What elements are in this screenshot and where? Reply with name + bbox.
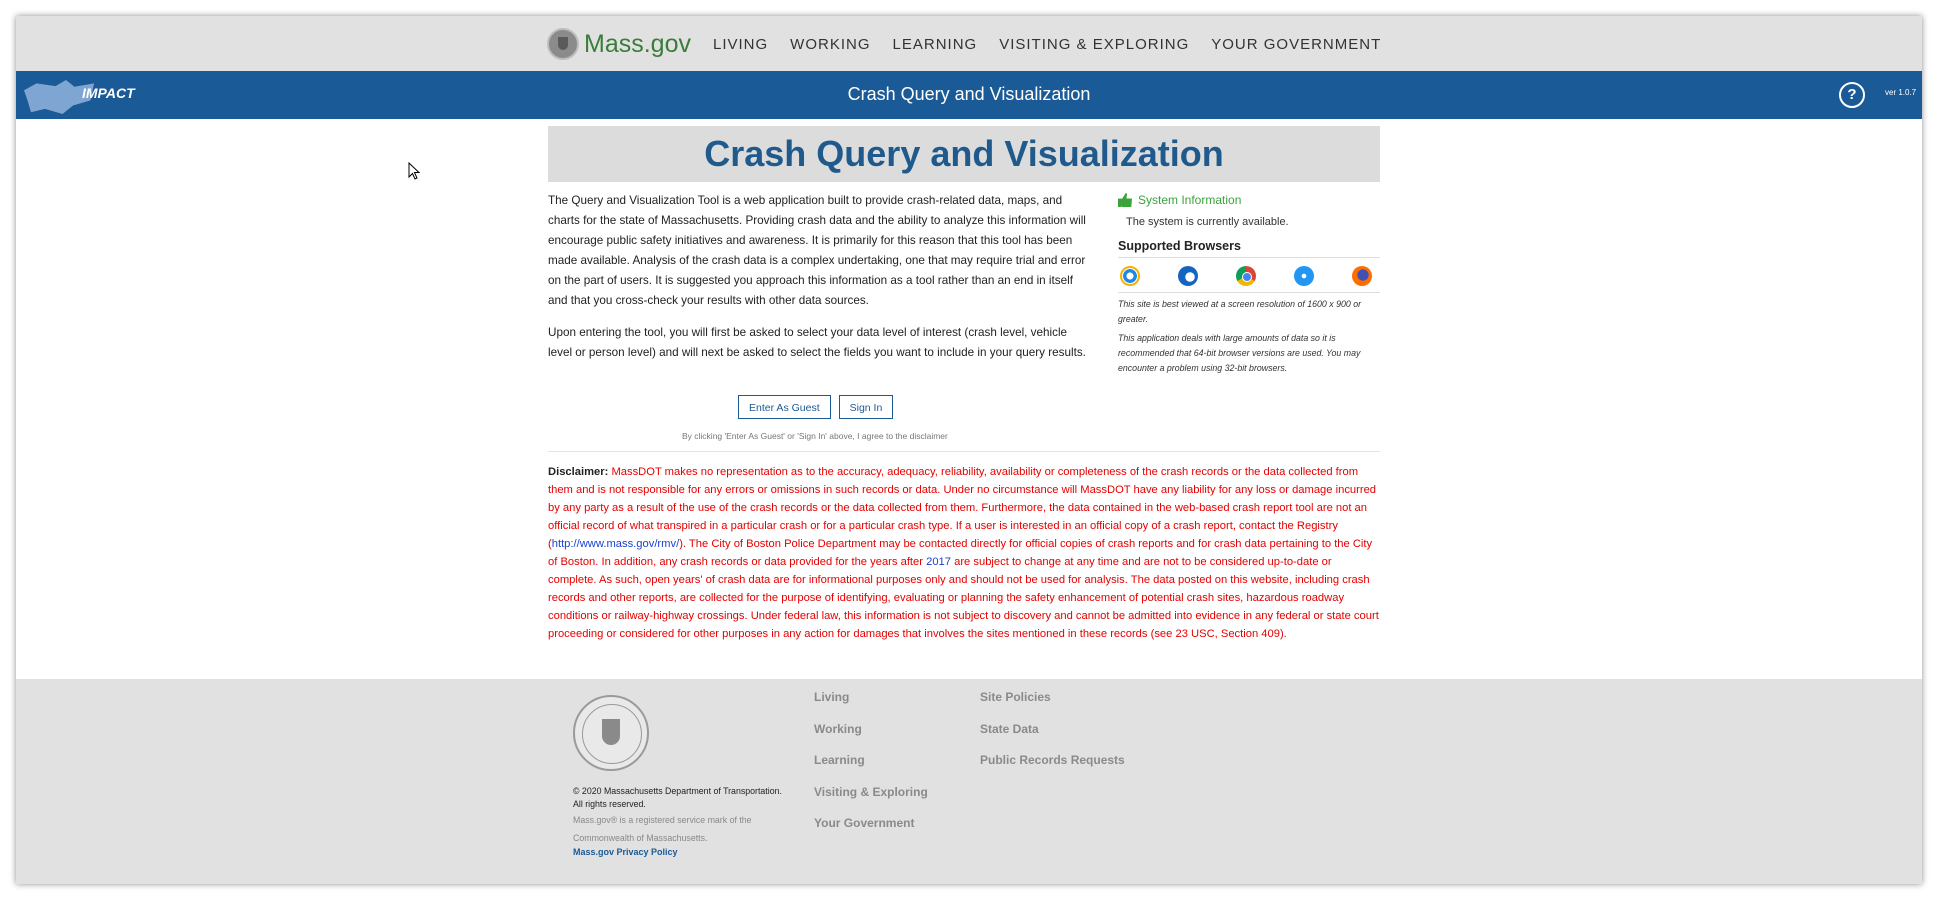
mass-gov-top-nav	[16, 16, 1922, 71]
nav-living[interactable]: LIVING	[712, 35, 769, 53]
system-status-message: The system is currently available.	[1126, 216, 1289, 228]
page-title: Crash Query and Visualization	[548, 126, 1380, 182]
app-header-bar	[16, 71, 1922, 119]
footer-link-state-data[interactable]: State Data	[980, 721, 1039, 736]
copyright-line-2: All rights reserved.	[573, 799, 646, 809]
divider	[548, 451, 1380, 452]
footer-link-learning[interactable]: Learning	[814, 753, 865, 767]
mouse-cursor-icon	[408, 162, 420, 180]
mass-seal-icon[interactable]	[547, 28, 579, 60]
main-content	[548, 126, 1380, 640]
firefox-icon	[1352, 266, 1372, 286]
browser-page	[16, 16, 1922, 884]
supported-browsers-title: Supported Browsers	[1118, 239, 1380, 258]
version-label: ver 1.0.7	[1885, 88, 1917, 97]
disclaimer-text-c: are subject to change at any time and are not to be considered up-to-date or complete. As such, open years' of crash data are for informational purposes only and should not be used for analysis. The data posted on this website, including crash records and other reports, are collected for the purpose of identifying, evaluating or planning the safety enhancement of potential crash sites, hazardous roadway conditions or railway-highway crossings. Under federal law, this information is not subject to discovery and cannot be admitted into evidence in any federal or state court proceeding or considered for other purposes in any action for damages that involves the sites mentioned in these records (see 23 USC, Section 409).	[548, 556, 1379, 640]
footer-link-your-government[interactable]: Your Government	[814, 816, 915, 830]
intro-paragraph-1: The Query and Visualization Tool is a web application built to provide crash-related data, maps, and charts for the state of Massachusetts. Providing crash data and the ability to analyze this information will encourage public safety initiatives and awareness. It is primarily for this reason that this tool has been made available. Analysis of the crash data is a complex undertaking, one that may require trial and error on the part of users. It is suggested you approach this information as a tool rather than an end in itself and that you cross-check your results with other data sources.	[548, 194, 1086, 307]
footer-link-public-records[interactable]: Public Records Requests	[980, 753, 1125, 767]
disclaimer-text-b: ). The City of Boston Police Department may be contacted directly for official copies of crash reports and for crash data pertaining to the City of Boston. In addition, any crash records or data provided for the years after	[548, 538, 1373, 568]
system-information-label: System Information	[1138, 193, 1242, 207]
nav-your-government[interactable]: YOUR GOVERNMENT	[1211, 35, 1382, 53]
intro-paragraph-2: Upon entering the tool, you will first be asked to select your data level of interest (crash level, vehicle level or person level) and will next be asked to select the fields you want to include in your query results.	[548, 326, 1086, 359]
footer-link-working[interactable]: Working	[814, 721, 862, 736]
copyright	[573, 785, 803, 811]
footer-link-site-policies[interactable]: Site Policies	[980, 690, 1051, 704]
app-title: Crash Query and Visualization	[847, 84, 1091, 104]
browser-icons	[1118, 258, 1380, 293]
nav-working[interactable]: WORKING	[790, 35, 871, 53]
nav-visiting-exploring[interactable]: VISITING & EXPLORING	[999, 35, 1190, 53]
rmv-link[interactable]: http://www.mass.gov/rmv/	[551, 538, 680, 550]
safari-icon	[1294, 266, 1314, 286]
commonwealth-seal-icon	[573, 695, 649, 771]
internet-explorer-icon	[1120, 266, 1140, 286]
open-year-link[interactable]: 2017	[926, 556, 951, 568]
system-information[interactable]	[1118, 193, 1380, 207]
disclaimer-text-a: MassDOT makes no representation as to the accuracy, adequacy, reliability, availability or completeness of the crash records or the data collected from them and is not responsible for any errors or omissions in such records or data. Under no circumstance will MassDOT have any liability for any loss or damage incurred by any party as a result of the use of the crash records or the data collected from them. Furthermore, the data contained in the web-based crash report tool are not an official record of what transpired in a particular crash or for a particular crash type. If a user is interested in an official copy of a crash report, contact the Registry (	[548, 466, 1377, 550]
info-sidebar	[1118, 191, 1380, 376]
nav-learning[interactable]: LEARNING	[892, 35, 978, 53]
disclaimer-label: Disclaimer:	[548, 466, 609, 478]
help-icon[interactable]: ?	[1839, 82, 1865, 108]
chrome-icon	[1236, 266, 1256, 286]
thumbs-up-icon	[1118, 193, 1132, 207]
footer-link-living[interactable]: Living	[814, 690, 850, 704]
registered-mark-note: Mass.gov® is a registered service mark of the Commonwealth of Massachusetts.	[573, 815, 752, 843]
footer-link-visiting-exploring[interactable]: Visiting & Exploring	[814, 784, 928, 799]
footer-links-col-2	[980, 690, 1125, 785]
mass-gov-logo[interactable]: Mass.gov	[584, 29, 691, 58]
footer	[16, 679, 1922, 884]
impact-logo-text: IMPACT	[82, 85, 135, 101]
intro-section	[548, 191, 1088, 376]
sign-in-button[interactable]: Sign In	[839, 395, 894, 419]
copyright-line-1: © 2020 Massachusetts Department of Transportation.	[573, 786, 782, 796]
64bit-note: This application deals with large amounts of data so it is recommended that 64-bit browser versions are used. You may encounter a problem using 32-bit browsers.	[1118, 333, 1361, 373]
footer-links-col-1	[814, 690, 928, 848]
enter-as-guest-button[interactable]: Enter As Guest	[738, 395, 831, 419]
privacy-policy-link[interactable]: Mass.gov Privacy Policy	[573, 847, 678, 857]
disclaimer	[548, 463, 1380, 643]
resolution-note: This site is best viewed at a screen resolution of 1600 x 900 or greater.	[1118, 299, 1362, 324]
agreement-note: By clicking 'Enter As Guest' or 'Sign In' above, I agree to the disclaimer	[682, 431, 948, 441]
entry-buttons	[738, 395, 901, 419]
edge-icon	[1178, 266, 1198, 286]
